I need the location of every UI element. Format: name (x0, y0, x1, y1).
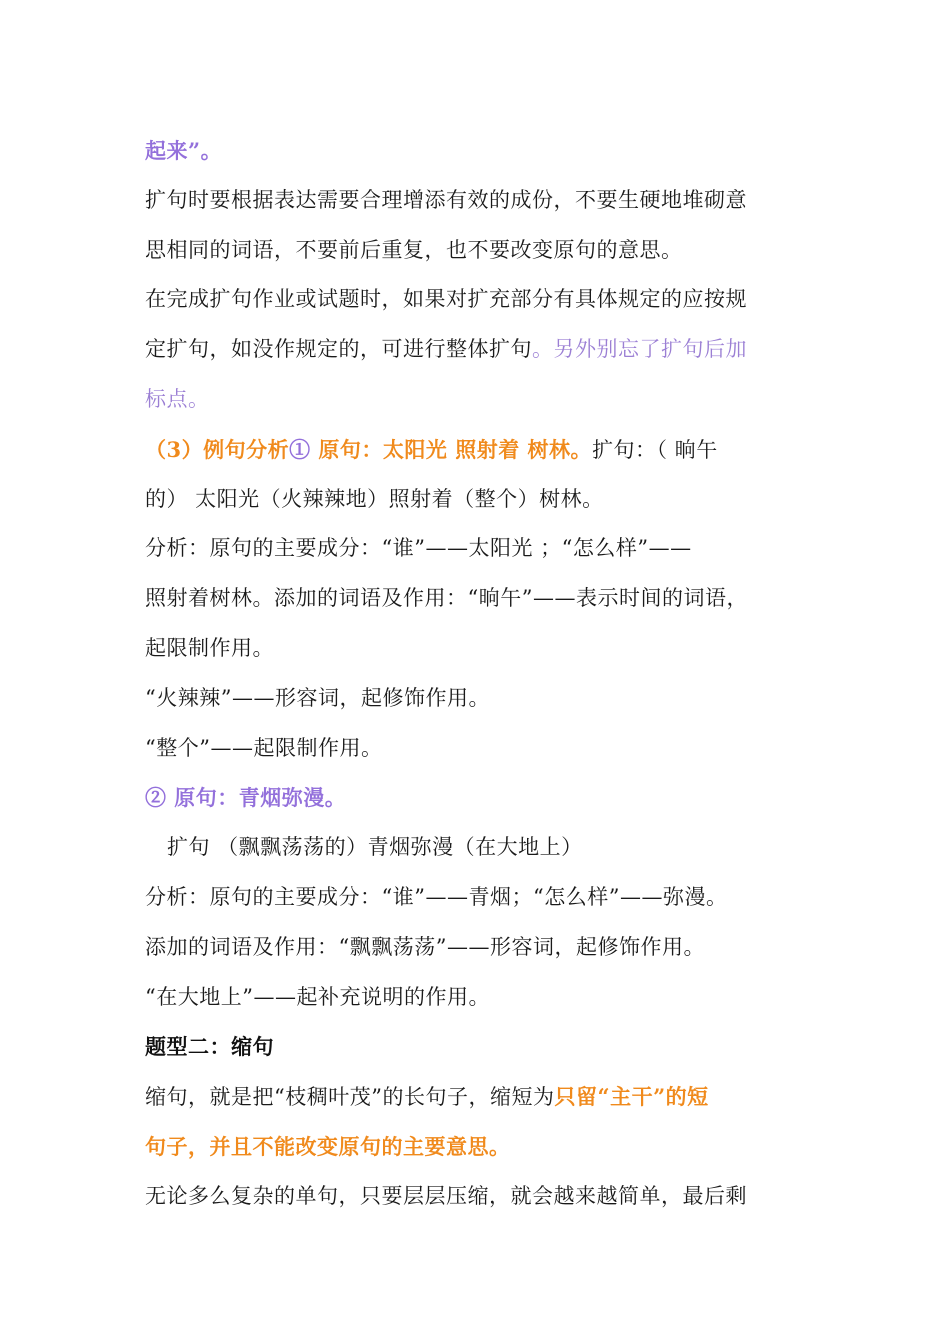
body-text: “火辣辣”——形容词，起修饰作用。 (145, 685, 490, 710)
text-line-16 (145, 873, 825, 923)
text-line-4 (145, 275, 825, 325)
body-text: 思相同的词语，不要前后重复，也不要改变原句的意思。 (145, 237, 683, 262)
text-line-8 (145, 475, 825, 525)
text-line-9 (145, 524, 825, 574)
text-line-12 (145, 674, 825, 724)
body-text: 起限制作用。 (145, 635, 274, 660)
text-line-17 (145, 923, 825, 973)
example-number: ① (289, 436, 311, 462)
text-line-7 (145, 425, 825, 475)
highlight-text: 起来”。 (145, 138, 223, 163)
body-text: 缩句，就是把“枝稠叶茂”的长句子，缩短为 (145, 1085, 555, 1110)
text-line-15 (145, 823, 825, 873)
text-line-10 (145, 574, 825, 624)
text-line-13 (145, 724, 825, 774)
text-line-20 (145, 1072, 825, 1122)
body-text: 照射着树林。添加的词语及作用：“晌午”——表示时间的词语， (145, 586, 748, 611)
text-line-11 (145, 624, 825, 674)
body-text: 分析：原句的主要成分：“谁”——太阳光 ；“怎么样”—— (145, 536, 692, 561)
body-text: 无论多么复杂的单句，只要层层压缩，就会越来越简单，最后剩 (145, 1183, 747, 1208)
text-line-14 (145, 773, 825, 823)
body-text: 的） 太阳光（火辣辣地）照射着（整个）树林。 (145, 486, 604, 511)
body-text: “整个”——起限制作用。 (145, 735, 383, 760)
body-text: 定扩句，如没作规定的，可进行整体扩句 (145, 337, 532, 362)
document-page (145, 126, 825, 1222)
highlight-text: 标点。 (145, 386, 210, 411)
highlight-text: 。另外别忘了扩句后加 (532, 337, 747, 362)
body-text: 扩句：（ 晌午 (592, 437, 718, 462)
example-two-heading: ② 原句：青烟弥漫。 (145, 785, 347, 811)
text-line-22 (145, 1172, 825, 1222)
body-text: 扩句时要根据表达需要合理增添有效的成份，不要生硬地堆砌意 (145, 187, 747, 212)
body-text: 添加的词语及作用：“飘飘荡荡”——形容词，起修饰作用。 (145, 934, 705, 959)
body-text: 在完成扩句作业或试题时，如果对扩充部分有具体规定的应按规 (145, 287, 747, 312)
text-line-2 (145, 176, 825, 226)
text-line-19 (145, 1022, 825, 1072)
section-heading: 题型二：缩句 (145, 1034, 274, 1060)
original-sentence: 原句：太阳光 照射着 树林。 (310, 436, 593, 462)
highlight-text: 句子，并且不能改变原句的主要意思。 (145, 1133, 511, 1159)
text-line-1 (145, 126, 825, 176)
text-line-18 (145, 973, 825, 1023)
text-line-21 (145, 1122, 825, 1172)
body-text: “在大地上”——起补充说明的作用。 (145, 984, 490, 1009)
body-text: 扩句 （飘飘荡荡的）青烟弥漫（在大地上） (167, 835, 583, 860)
example-heading: （3）例句分析 (145, 436, 290, 462)
text-line-3 (145, 226, 825, 276)
highlight-text: 只留“主干”的短 (554, 1084, 709, 1110)
text-line-5 (145, 325, 825, 375)
text-line-6 (145, 375, 825, 425)
body-text: 分析：原句的主要成分：“谁”——青烟；“怎么样”——弥漫。 (145, 884, 728, 909)
